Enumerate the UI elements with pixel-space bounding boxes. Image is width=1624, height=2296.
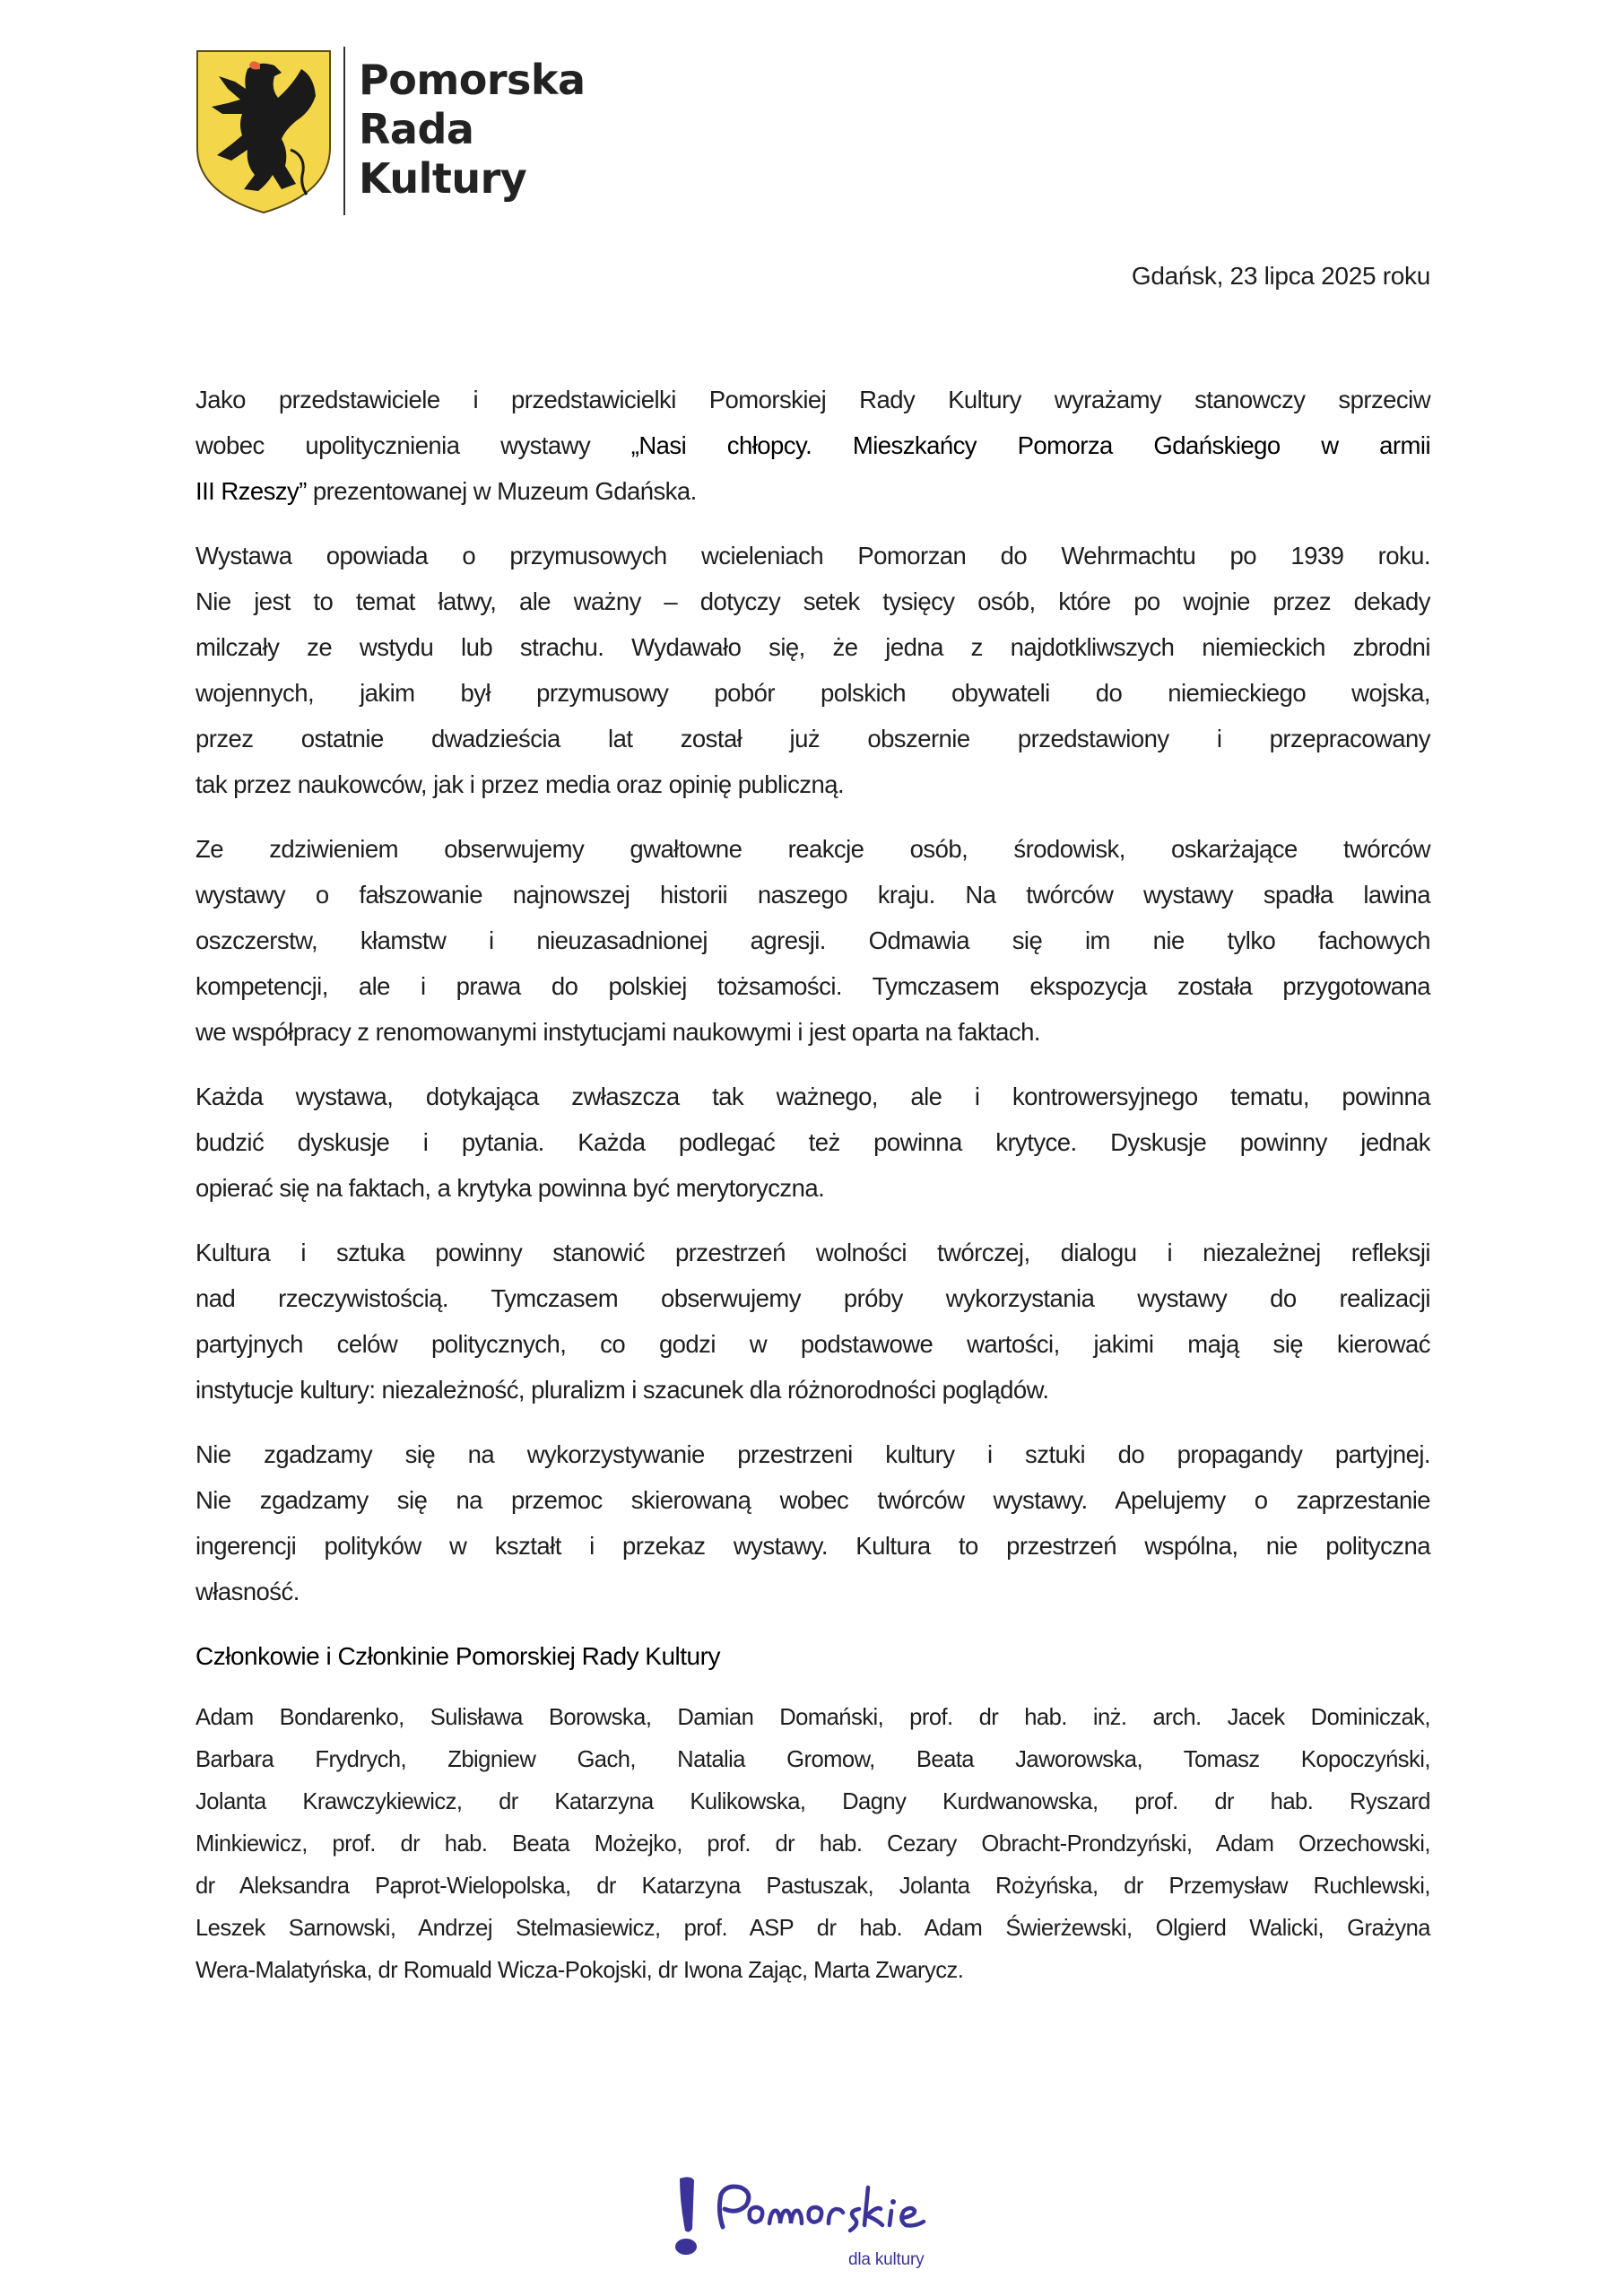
paragraph-3 xyxy=(195,826,1430,1055)
text-line: tak przez naukowców, jak i przez media oraz opinię publiczną. xyxy=(195,770,845,798)
paragraph-5 xyxy=(195,1230,1430,1413)
text-line xyxy=(195,422,1430,468)
text-line: we współpracy z renomowanymi instytucjami naukowymi i jest oparta na faktach. xyxy=(195,1018,1040,1046)
letter-body xyxy=(195,377,1430,1992)
exhibition-title: III Rzeszy” xyxy=(195,477,307,505)
signatories-list xyxy=(195,1697,1430,1992)
text-fragment: wobec upolitycznienia wystawy xyxy=(195,431,591,459)
text-line: ingerencji polityków w kształt i przekaz wystawy. Kultura to przestrzeń wspólna, nie polityczna xyxy=(195,1532,1430,1560)
text-line: wojennych, jakim był przymusowy pobór polskich obywateli do niemieckiego wojska, xyxy=(195,679,1430,707)
text-line: własność. xyxy=(195,1578,300,1605)
text-line: Nie jest to temat łatwy, ale ważny – dotyczy setek tysięcy osób, które po wojnie przez dekady xyxy=(195,587,1430,615)
footer-tagline: dla kultury xyxy=(848,2250,925,2269)
logo-line: Kultury xyxy=(359,154,527,203)
signatories-heading: Członkowie i Członkinie Pomorskiej Rady Kultury xyxy=(195,1642,720,1670)
text-line: Nie zgadzamy się na przemoc skierowaną wobec twórców wystawy. Apelujemy o zaprzestanie xyxy=(195,1486,1430,1514)
exhibition-title: „Nasi chłopcy. Mieszkańcy Pomorza Gdańskiego w armii xyxy=(630,431,1430,459)
text-line: Nie zgadzamy się na wykorzystywanie przestrzeni kultury i sztuki do propagandy partyjnej. xyxy=(195,1440,1430,1468)
paragraph-6 xyxy=(195,1431,1430,1614)
text-line: nad rzeczywistością. Tymczasem obserwujemy próby wykorzystania wystawy do realizacji xyxy=(195,1284,1430,1312)
text-line: kompetencji, ale i prawa do polskiej tożsamości. Tymczasem ekspozycja została przygotowana xyxy=(195,972,1430,1000)
text-line: budzić dyskusje i pytania. Każda podlegać też powinna krytyce. Dyskusje powinny jednak xyxy=(195,1128,1430,1156)
letter-date: Gdańsk, 23 lipca 2025 roku xyxy=(1131,262,1430,290)
signatories-line: Adam Bondarenko, Sulisława Borowska, Damian Domański, prof. dr hab. inż. arch. Jacek Dominiczak, xyxy=(195,1705,1430,1730)
exclamation-script-logo-icon xyxy=(671,2175,958,2256)
text-line: Kultura i sztuka powinny stanowić przestrzeń wolności twórczej, dialogu i niezależnej refleksji xyxy=(195,1239,1430,1266)
signatories-line: Leszek Sarnowski, Andrzej Stelmasiewicz, prof. ASP dr hab. Adam Świerżewski, Olgierd Walicki, Grażyna xyxy=(195,1916,1430,1941)
logo-line: Rada xyxy=(359,105,474,153)
paragraph-2 xyxy=(195,533,1430,807)
signatories-line: dr Aleksandra Paprot-Wielopolska, dr Katarzyna Pastuszak, Jolanta Rożyńska, dr Przemysław Ruchlewski, xyxy=(195,1874,1430,1899)
paragraph-4 xyxy=(195,1074,1430,1211)
text-line: partyjnych celów politycznych, co godzi w podstawowe wartości, jakimi mają się kierować xyxy=(195,1330,1430,1358)
text-line: milczały ze wstydu lub strachu. Wydawało się, że jedna z najdotkliwszych niemieckich zbrodni xyxy=(195,633,1430,661)
text-line: Jako przedstawiciele i przedstawicielki Pomorskiej Rady Kultury wyrażamy stanowczy sprzeciw xyxy=(195,386,1430,413)
paragraph-1 xyxy=(195,377,1430,514)
text-line: wystawy o fałszowanie najnowszej historii naszego kraju. Na twórców wystawy spadła lawina xyxy=(195,881,1430,909)
logo-divider xyxy=(343,47,345,215)
text-line: Wystawa opowiada o przymusowych wcieleniach Pomorzan do Wehrmachtu po 1939 roku. xyxy=(195,542,1430,570)
text-line: Każda wystawa, dotykająca zwłaszcza tak ważnego, ale i kontrowersyjnego tematu, powinna xyxy=(195,1083,1430,1110)
pomorskie-dla-kultury-logo xyxy=(671,2175,958,2278)
signatories-line: Wera-Malatyńska, dr Romuald Wicza-Pokojski, dr Iwona Zając, Marta Zwarycz. xyxy=(195,1958,964,1983)
text-fragment: prezentowanej w Muzeum Gdańska. xyxy=(306,477,697,505)
text-line: instytucje kultury: niezależność, pluralizm i szacunek dla różnorodności poglądów. xyxy=(195,1376,1049,1404)
text-line xyxy=(195,468,1430,514)
logo-line: Pomorska xyxy=(359,56,586,104)
signatories-line: Barbara Frydrych, Zbigniew Gach, Natalia Gromow, Beata Jaworowska, Tomasz Kopoczyński, xyxy=(195,1747,1430,1772)
logo-wordmark xyxy=(359,56,586,204)
text-line: oszczerstw, kłamstw i nieuzasadnionej agresji. Odmawia się im nie tylko fachowych xyxy=(195,926,1430,954)
text-line: przez ostatnie dwadzieścia lat został już obszernie przedstawiony i przepracowany xyxy=(195,725,1430,752)
signatories-line: Minkiewicz, prof. dr hab. Beata Możejko, prof. dr hab. Cezary Obracht-Prondzyński, Adam Orzechowski, xyxy=(195,1831,1430,1857)
text-line: opierać się na faktach, a krytyka powinna być merytoryczna. xyxy=(195,1174,825,1202)
text-line: Ze zdziwieniem obserwujemy gwałtowne reakcje osób, środowisk, oskarżające twórców xyxy=(195,835,1430,863)
signatories-line: Jolanta Krawczykiewicz, dr Katarzyna Kulikowska, Dagny Kurdwanowska, prof. dr hab. Ryszard xyxy=(195,1789,1430,1814)
pomorska-rada-kultury-logo xyxy=(195,47,590,217)
griffin-shield-icon xyxy=(195,49,332,214)
